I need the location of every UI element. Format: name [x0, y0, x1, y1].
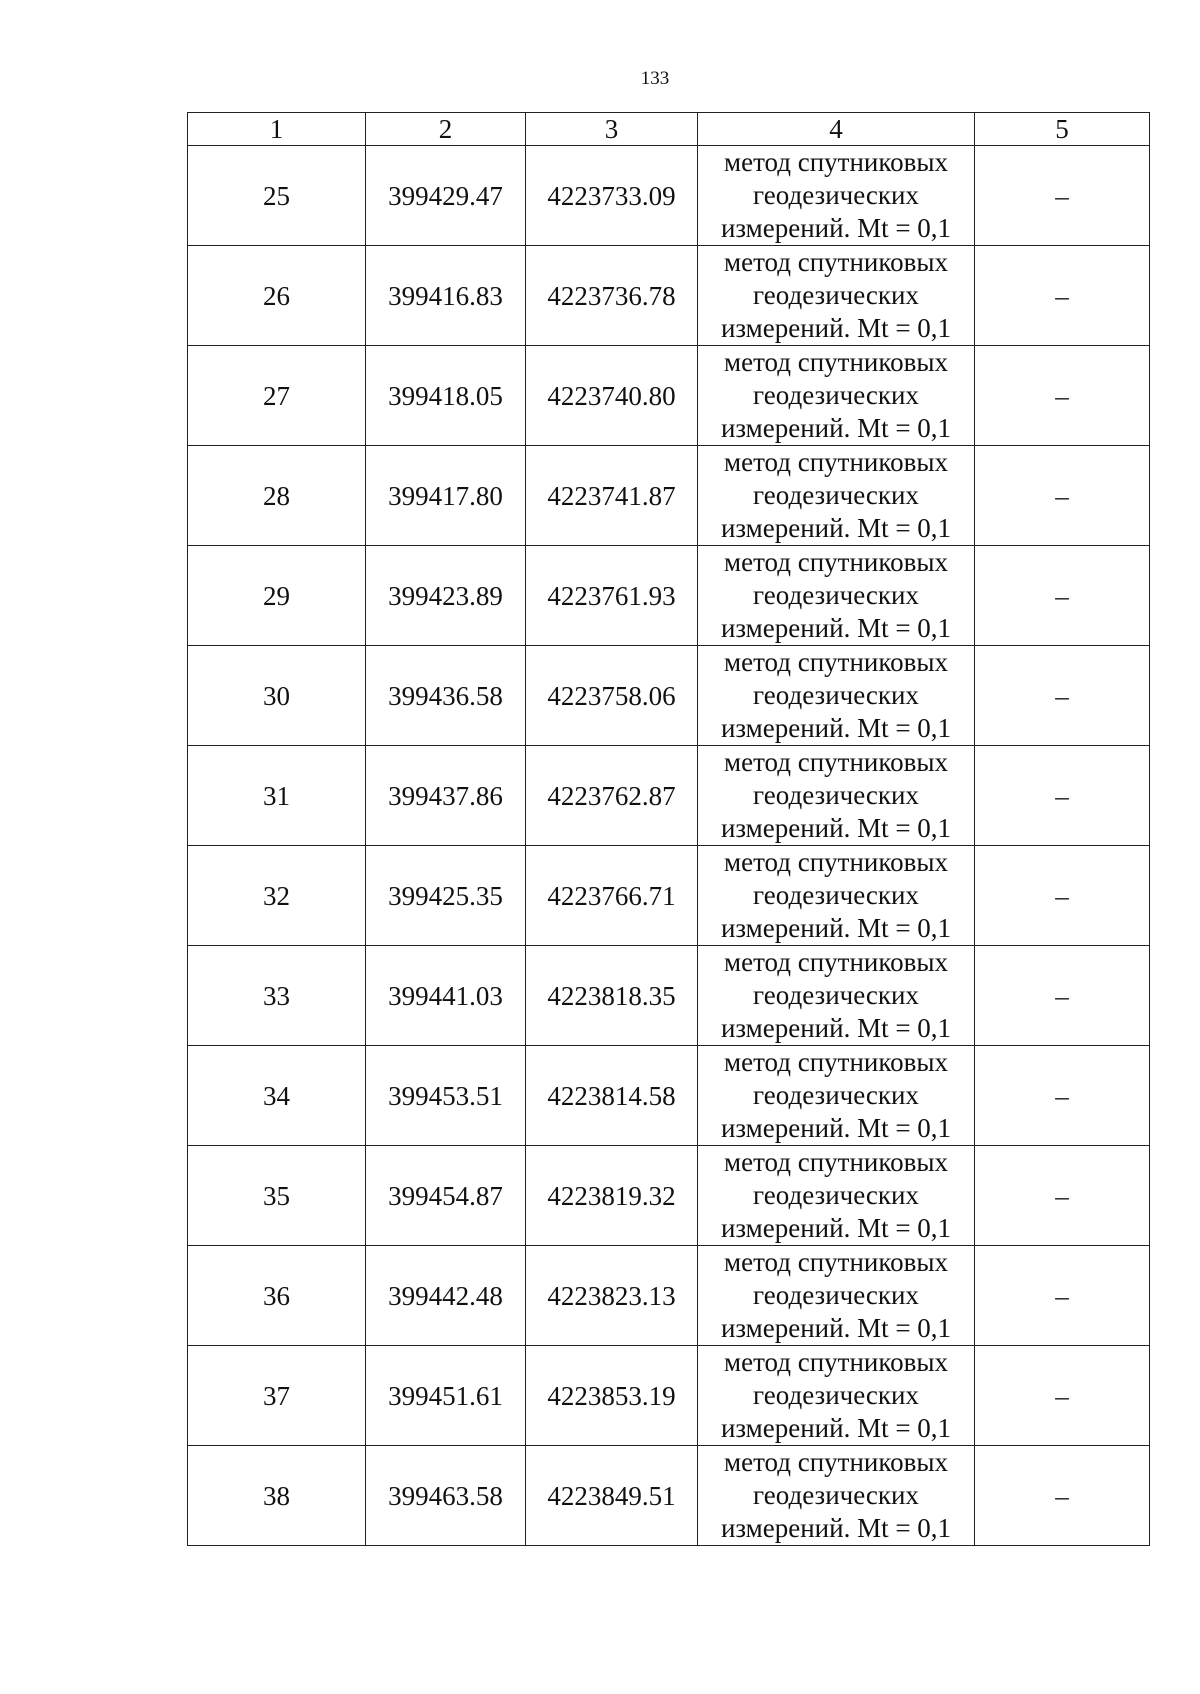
- note-cell: –: [975, 1346, 1150, 1446]
- y-coordinate-cell: 4223819.32: [526, 1146, 698, 1246]
- point-number-cell: 27: [188, 346, 366, 446]
- table-row: [188, 146, 1150, 246]
- table-row: [188, 1246, 1150, 1346]
- point-number-cell: 25: [188, 146, 366, 246]
- x-coordinate-cell: 399451.61: [366, 1346, 526, 1446]
- column-header-1: 1: [188, 113, 366, 146]
- note-cell: –: [975, 946, 1150, 1046]
- column-header-3: 3: [526, 113, 698, 146]
- x-coordinate-cell: 399441.03: [366, 946, 526, 1046]
- point-number-cell: 38: [188, 1446, 366, 1546]
- table-row: [188, 346, 1150, 446]
- method-cell: метод спутниковых геодезических измерений. Mt = 0,1: [698, 846, 975, 946]
- note-cell: –: [975, 546, 1150, 646]
- note-cell: –: [975, 646, 1150, 746]
- point-number-cell: 37: [188, 1346, 366, 1446]
- method-cell: метод спутниковых геодезических измерений. Mt = 0,1: [698, 346, 975, 446]
- x-coordinate-cell: 399425.35: [366, 846, 526, 946]
- y-coordinate-cell: 4223823.13: [526, 1246, 698, 1346]
- note-cell: –: [975, 746, 1150, 846]
- method-cell: метод спутниковых геодезических измерений. Mt = 0,1: [698, 1346, 975, 1446]
- page-number: 133: [640, 68, 670, 89]
- column-header-5: 5: [975, 113, 1150, 146]
- y-coordinate-cell: 4223740.80: [526, 346, 698, 446]
- point-number-cell: 32: [188, 846, 366, 946]
- y-coordinate-cell: 4223762.87: [526, 746, 698, 846]
- x-coordinate-cell: 399463.58: [366, 1446, 526, 1546]
- point-number-cell: 34: [188, 1046, 366, 1146]
- note-cell: –: [975, 346, 1150, 446]
- method-cell: метод спутниковых геодезических измерений. Mt = 0,1: [698, 946, 975, 1046]
- y-coordinate-cell: 4223814.58: [526, 1046, 698, 1146]
- table-row: [188, 846, 1150, 946]
- table-body: [188, 146, 1150, 1546]
- table-row: [188, 1146, 1150, 1246]
- y-coordinate-cell: 4223733.09: [526, 146, 698, 246]
- method-cell: метод спутниковых геодезических измерений. Mt = 0,1: [698, 746, 975, 846]
- point-number-cell: 26: [188, 246, 366, 346]
- coordinates-table: [187, 112, 1150, 1546]
- x-coordinate-cell: 399436.58: [366, 646, 526, 746]
- table-row: [188, 246, 1150, 346]
- x-coordinate-cell: 399417.80: [366, 446, 526, 546]
- x-coordinate-cell: 399454.87: [366, 1146, 526, 1246]
- point-number-cell: 29: [188, 546, 366, 646]
- method-cell: метод спутниковых геодезических измерений. Mt = 0,1: [698, 646, 975, 746]
- method-cell: метод спутниковых геодезических измерений. Mt = 0,1: [698, 446, 975, 546]
- y-coordinate-cell: 4223758.06: [526, 646, 698, 746]
- method-cell: метод спутниковых геодезических измерений. Mt = 0,1: [698, 1446, 975, 1546]
- y-coordinate-cell: 4223766.71: [526, 846, 698, 946]
- y-coordinate-cell: 4223849.51: [526, 1446, 698, 1546]
- note-cell: –: [975, 1446, 1150, 1546]
- y-coordinate-cell: 4223853.19: [526, 1346, 698, 1446]
- x-coordinate-cell: 399442.48: [366, 1246, 526, 1346]
- table-row: [188, 1346, 1150, 1446]
- table-row: [188, 946, 1150, 1046]
- method-cell: метод спутниковых геодезических измерений. Mt = 0,1: [698, 1046, 975, 1146]
- y-coordinate-cell: 4223736.78: [526, 246, 698, 346]
- note-cell: –: [975, 146, 1150, 246]
- note-cell: –: [975, 846, 1150, 946]
- method-cell: метод спутниковых геодезических измерений. Mt = 0,1: [698, 1146, 975, 1246]
- point-number-cell: 31: [188, 746, 366, 846]
- method-cell: метод спутниковых геодезических измерений. Mt = 0,1: [698, 1246, 975, 1346]
- table-header: [188, 113, 1150, 146]
- point-number-cell: 33: [188, 946, 366, 1046]
- table-row: [188, 1446, 1150, 1546]
- point-number-cell: 28: [188, 446, 366, 546]
- x-coordinate-cell: 399429.47: [366, 146, 526, 246]
- y-coordinate-cell: 4223818.35: [526, 946, 698, 1046]
- x-coordinate-cell: 399423.89: [366, 546, 526, 646]
- table-row: [188, 546, 1150, 646]
- note-cell: –: [975, 446, 1150, 546]
- table-row: [188, 646, 1150, 746]
- column-header-2: 2: [366, 113, 526, 146]
- note-cell: –: [975, 1246, 1150, 1346]
- column-header-4: 4: [698, 113, 975, 146]
- table-row: [188, 446, 1150, 546]
- note-cell: –: [975, 246, 1150, 346]
- y-coordinate-cell: 4223761.93: [526, 546, 698, 646]
- y-coordinate-cell: 4223741.87: [526, 446, 698, 546]
- x-coordinate-cell: 399453.51: [366, 1046, 526, 1146]
- table-row: [188, 746, 1150, 846]
- point-number-cell: 30: [188, 646, 366, 746]
- table-row: [188, 1046, 1150, 1146]
- method-cell: метод спутниковых геодезических измерений. Mt = 0,1: [698, 546, 975, 646]
- point-number-cell: 35: [188, 1146, 366, 1246]
- x-coordinate-cell: 399418.05: [366, 346, 526, 446]
- x-coordinate-cell: 399437.86: [366, 746, 526, 846]
- header-row: [188, 113, 1150, 146]
- point-number-cell: 36: [188, 1246, 366, 1346]
- note-cell: –: [975, 1046, 1150, 1146]
- note-cell: –: [975, 1146, 1150, 1246]
- method-cell: метод спутниковых геодезических измерений. Mt = 0,1: [698, 246, 975, 346]
- x-coordinate-cell: 399416.83: [366, 246, 526, 346]
- method-cell: метод спутниковых геодезических измерений. Mt = 0,1: [698, 146, 975, 246]
